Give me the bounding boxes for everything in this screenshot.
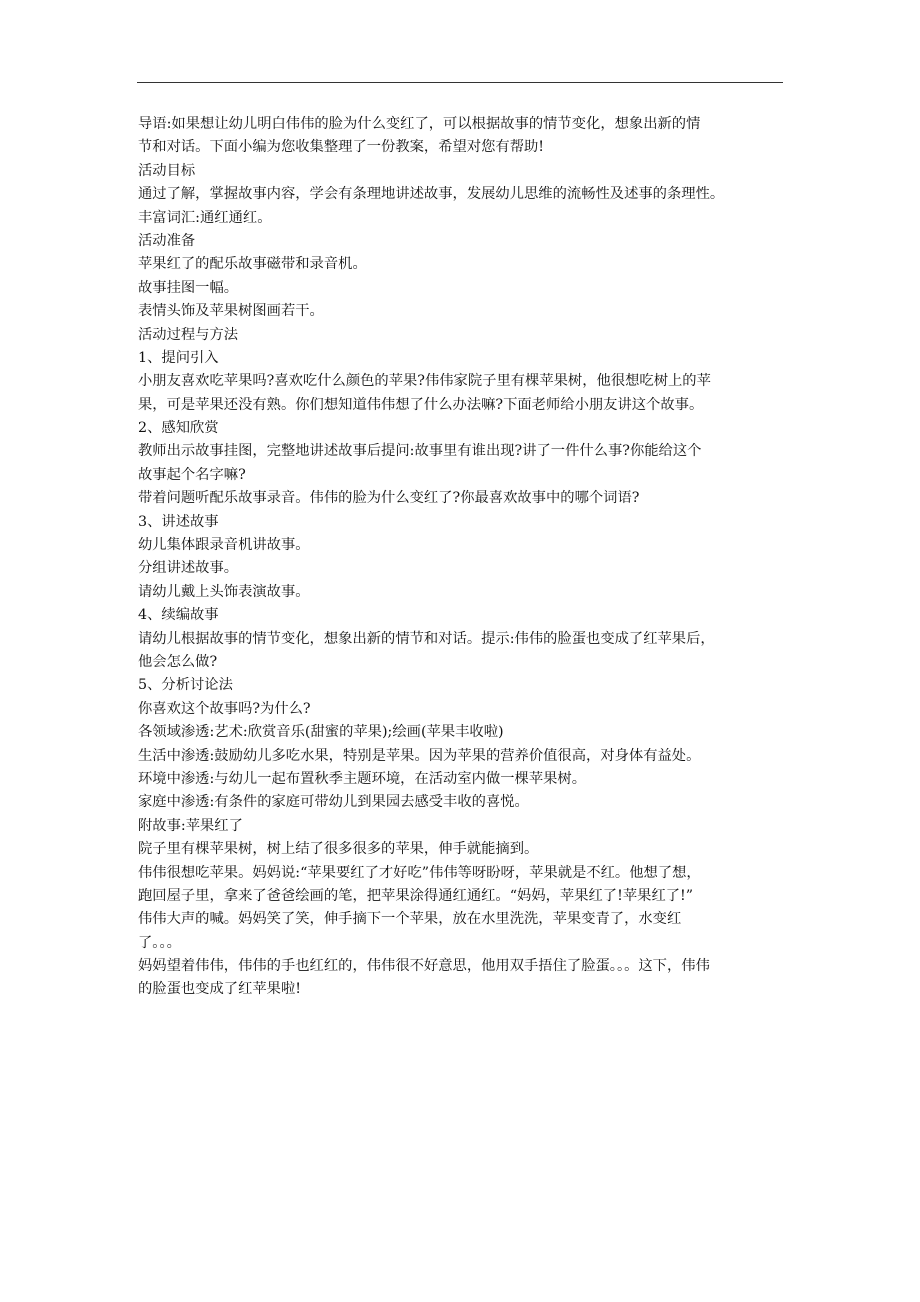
text-line: 家庭中渗透:有条件的家庭可带幼儿到果园去感受丰收的喜悦。 <box>138 794 529 811</box>
header-rule <box>137 82 783 83</box>
text-line: 教师出示故事挂图，完整地讲述故事后提问:故事里有谁出现?讲了一件什么事?你能给这个 <box>138 443 702 460</box>
text-line: 节和对话。下面小编为您收集整理了一份教案，希望对您有帮助! <box>138 139 545 156</box>
step-heading: 4、续编故事 <box>138 607 219 624</box>
document-body <box>138 113 788 1002</box>
step-heading: 3、讲述故事 <box>138 513 219 530</box>
text-line: 通过了解，掌握故事内容，学会有条理地讲述故事，发展幼儿思维的流畅性及述事的条理性。 <box>138 186 725 203</box>
text-line: 丰富词汇:通红通红。 <box>138 209 272 226</box>
text-line: 幼儿集体跟录音机讲故事。 <box>138 537 310 554</box>
text-line: 故事挂图一幅。 <box>138 279 239 296</box>
text-line: 你喜欢这个故事吗?为什么? <box>138 700 311 717</box>
section-heading: 活动目标 <box>138 162 196 179</box>
step-heading: 1、提问引入 <box>138 349 219 366</box>
section-heading: 活动过程与方法 <box>138 326 239 343</box>
step-heading: 2、感知欣赏 <box>138 420 219 437</box>
text-line: 伟伟很想吃苹果。妈妈说:“苹果要红了才好吃”伟伟等呀盼呀，苹果就是不红。他想了想， <box>138 864 701 881</box>
step-heading: 5、分析讨论法 <box>138 677 233 694</box>
story-title: 附故事:苹果红了 <box>138 817 243 834</box>
text-line: 故事起个名字嘛? <box>138 466 246 483</box>
text-line: 的脸蛋也变成了红苹果啦! <box>138 981 302 998</box>
text-line: 他会怎么做? <box>138 653 218 670</box>
text-line: 苹果红了的配乐故事磁带和录音机。 <box>138 256 367 273</box>
text-line: 跑回屋子里，拿来了爸爸绘画的笔，把苹果涂得通红通红。“妈妈，苹果红了!苹果红了!” <box>138 887 694 904</box>
text-line: 请幼儿根据故事的情节变化，想象出新的情节和对话。提示:伟伟的脸蛋也变成了红苹果后， <box>138 630 715 647</box>
text-line: 环境中渗透:与幼儿一起布置秋季主题环境，在活动室内做一棵苹果树。 <box>138 770 587 787</box>
text-line: 院子里有棵苹果树，树上结了很多很多的苹果，伸手就能摘到。 <box>138 841 539 858</box>
text-line: 请幼儿戴上头饰表演故事。 <box>138 583 310 600</box>
section-heading: 活动准备 <box>138 232 196 249</box>
text-line: 果，可是苹果还没有熟。你们想知道伟伟想了什么办法嘛?下面老师给小朋友讲这个故事。 <box>138 396 704 413</box>
text-line: 伟伟大声的喊。妈妈笑了笑，伸手摘下一个苹果，放在水里洗洗，苹果变青了，水变红 <box>138 911 682 928</box>
text-line: 小朋友喜欢吃苹果吗?喜欢吃什么颜色的苹果?伟伟家院子里有棵苹果树，他很想吃树上的苹 <box>138 373 711 390</box>
text-line: 妈妈望着伟伟，伟伟的手也红红的，伟伟很不好意思，他用双手捂住了脸蛋。。。这下，伟伟 <box>138 958 710 975</box>
text-line: 生活中渗透:鼓励幼儿多吃水果，特别是苹果。因为苹果的营养价值很高，对身体有益处。 <box>138 747 701 764</box>
text-line: 表情头饰及苹果树图画若干。 <box>138 303 324 320</box>
text-line: 了。。。 <box>138 934 181 951</box>
text-line: 导语:如果想让幼儿明白伟伟的脸为什么变红了，可以根据故事的情节变化，想象出新的情 <box>138 116 701 132</box>
text-line: 带着问题听配乐故事录音。伟伟的脸为什么变红了?你最喜欢故事中的哪个词语? <box>138 490 640 507</box>
text-line: 分组讲述故事。 <box>138 560 239 577</box>
text-line: 各领域渗透:艺术:欣赏音乐(甜蜜的苹果);绘画(苹果丰收啦) <box>138 724 504 741</box>
